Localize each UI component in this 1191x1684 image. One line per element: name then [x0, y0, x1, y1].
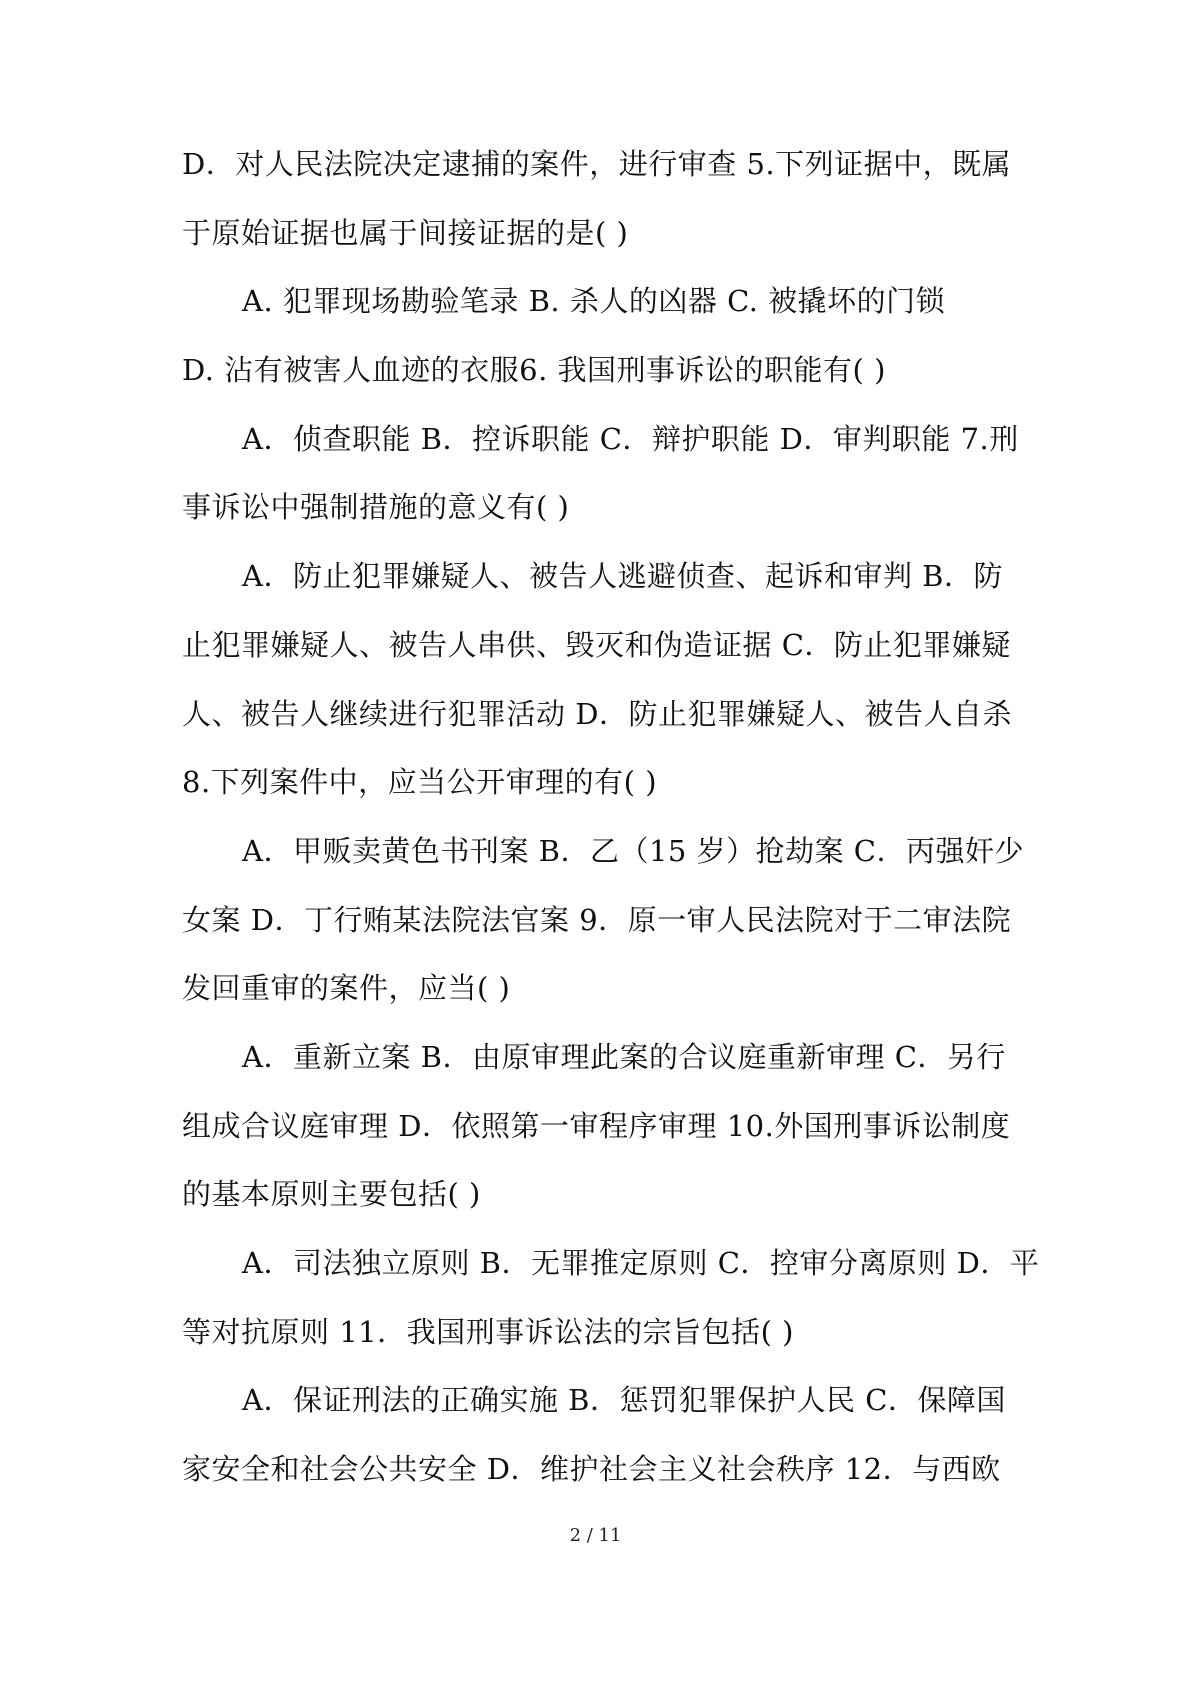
- text-line: A．甲贩卖黄色书刊案 B．乙（15 岁）抢劫案 C．丙强奸少: [242, 833, 1025, 868]
- text-line: D. 沾有被害人血迹的衣服6. 我国刑事诉讼的职能有( ): [182, 353, 886, 388]
- text-line: A．重新立案 B．由原审理此案的合议庭重新审理 C．另行: [242, 1039, 1006, 1074]
- document-body: [182, 130, 1040, 1504]
- text-line: A. 犯罪现场勘验笔录 B. 杀人的凶器 C. 被撬坏的门锁: [242, 284, 946, 319]
- text-line: 8.下列案件中，应当公开审理的有( ): [182, 765, 658, 800]
- text-line: A．防止犯罪嫌疑人、被告人逃避侦查、起诉和审判 B．防: [242, 559, 1003, 594]
- text-line: 事诉讼中强制措施的意义有( ): [182, 490, 570, 525]
- text-line: 止犯罪嫌疑人、被告人串供、毁灭和伪造证据 C．防止犯罪嫌疑: [182, 627, 1011, 662]
- text-line: D．对人民法院决定逮捕的案件，进行审查 5.下列证据中，既属: [182, 147, 1012, 181]
- text-line: 家安全和社会公共安全 D．维护社会主义社会秩序 12．与西欧: [182, 1452, 1001, 1487]
- text-line: 的基本原则主要包括( ): [182, 1177, 481, 1212]
- text-line: A．侦查职能 B．控诉职能 C．辩护职能 D．审判职能 7.刑: [242, 421, 1019, 456]
- page-number: 2 / 11: [569, 1525, 622, 1546]
- text-line: 等对抗原则 11．我国刑事诉讼法的宗旨包括( ): [182, 1314, 794, 1349]
- text-line: 组成合议庭审理 D．依照第一审程序审理 10.外国刑事诉讼制度: [182, 1108, 1011, 1143]
- text-line: 发回重审的案件，应当( ): [182, 971, 511, 1006]
- text-line: 女案 D．丁行贿某法院法官案 9．原一审人民法院对于二审法院: [182, 902, 1012, 937]
- text-line: A．保证刑法的正确实施 B．惩罚犯罪保护人民 C．保障国: [242, 1383, 1006, 1418]
- text-line: A．司法独立原则 B．无罪推定原则 C．控审分离原则 D．平: [242, 1246, 1040, 1280]
- text-line: 于原始证据也属于间接证据的是( ): [182, 215, 629, 250]
- text-line: 人、被告人继续进行犯罪活动 D．防止犯罪嫌疑人、被告人自杀: [182, 696, 1012, 731]
